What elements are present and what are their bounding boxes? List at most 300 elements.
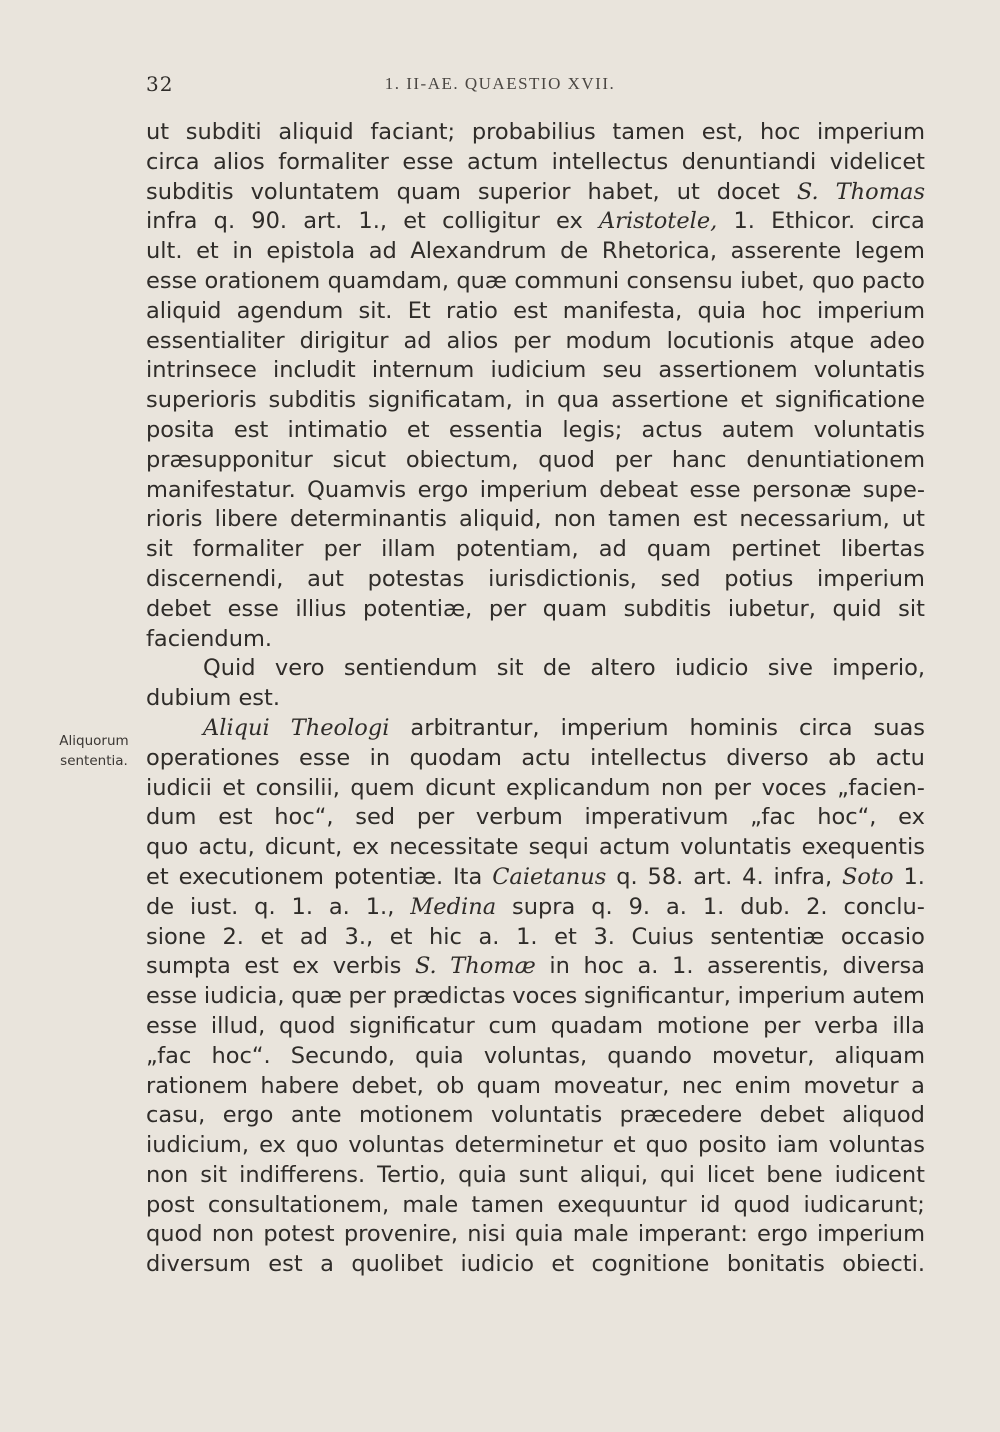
text-line bbox=[146, 386, 925, 416]
word: actus bbox=[641, 416, 703, 443]
word: 3., bbox=[344, 923, 374, 950]
word: quem bbox=[350, 774, 415, 801]
word: illa bbox=[892, 1012, 925, 1039]
word: casu, bbox=[146, 1102, 206, 1129]
word: essentia bbox=[448, 416, 544, 443]
word: a. bbox=[478, 923, 500, 950]
word: et bbox=[196, 238, 219, 265]
word: q. bbox=[213, 208, 236, 235]
word: Medina bbox=[410, 893, 497, 920]
word: legem bbox=[854, 238, 925, 265]
word: S. bbox=[414, 953, 437, 980]
word: quod bbox=[733, 1191, 791, 1218]
word: superior bbox=[477, 178, 571, 205]
word: 90. bbox=[251, 208, 288, 235]
word: imperium bbox=[817, 565, 925, 592]
word: quamdam, bbox=[327, 267, 449, 294]
text-line bbox=[146, 446, 925, 476]
word: sunt bbox=[518, 1161, 568, 1188]
word: iubetur, bbox=[727, 595, 816, 622]
text-line bbox=[146, 952, 925, 982]
word: atque bbox=[789, 327, 855, 354]
text-line bbox=[146, 535, 925, 565]
word: ob bbox=[436, 1072, 465, 1099]
word: 1., bbox=[365, 893, 395, 920]
text-line bbox=[146, 297, 925, 327]
word: potentiæ, bbox=[362, 595, 473, 622]
word: quo bbox=[812, 267, 855, 294]
word: et bbox=[612, 1132, 636, 1159]
word: verbis bbox=[332, 953, 402, 980]
word: ergo bbox=[757, 1221, 808, 1248]
word: Cuius bbox=[631, 923, 694, 950]
word: voluntatis bbox=[813, 357, 925, 384]
word: quæ bbox=[456, 267, 508, 294]
word: diverso bbox=[726, 744, 809, 771]
word: communi bbox=[514, 267, 620, 294]
word: exequuntur bbox=[557, 1191, 687, 1218]
word: subditi bbox=[185, 119, 262, 145]
word: hoc bbox=[759, 119, 801, 145]
word: sequi bbox=[528, 834, 589, 861]
word: Quid bbox=[203, 655, 256, 682]
word: est. bbox=[238, 685, 280, 712]
word: in bbox=[369, 744, 391, 771]
word: hic bbox=[429, 923, 462, 950]
word: formaliter bbox=[192, 536, 304, 563]
word: quam bbox=[396, 178, 461, 205]
margin-note-line: Aliquorum bbox=[59, 733, 129, 749]
word: imperium bbox=[560, 714, 669, 741]
word: esse bbox=[299, 744, 351, 771]
word: personæ bbox=[752, 476, 852, 503]
word: infra, bbox=[773, 863, 833, 890]
word: ex bbox=[259, 1132, 286, 1159]
text-line bbox=[146, 1012, 925, 1042]
word: aliqui, bbox=[579, 1161, 649, 1188]
word: per bbox=[323, 536, 362, 563]
word: provenire, bbox=[343, 1221, 459, 1248]
word: a. bbox=[328, 893, 350, 920]
word: explicandum bbox=[505, 774, 651, 801]
word: sumpta bbox=[146, 953, 231, 980]
word: ut bbox=[146, 119, 170, 145]
word: potentiam, bbox=[455, 536, 579, 563]
word: subditis bbox=[623, 595, 712, 622]
word: habere bbox=[260, 1072, 340, 1099]
word: 2. bbox=[806, 893, 828, 920]
text-line bbox=[146, 863, 925, 893]
word: supra bbox=[512, 893, 576, 920]
text-line bbox=[146, 1191, 925, 1221]
word: obiectum, bbox=[405, 446, 519, 473]
word: movetur bbox=[803, 1072, 899, 1099]
word: et bbox=[222, 774, 246, 801]
word: per bbox=[348, 983, 386, 1010]
word: per bbox=[488, 595, 527, 622]
word: et bbox=[406, 416, 430, 443]
word: præsupponitur bbox=[146, 446, 313, 473]
word: 1. bbox=[672, 953, 694, 980]
word: ad bbox=[368, 238, 397, 265]
word: de bbox=[560, 238, 589, 265]
word: seu bbox=[602, 357, 643, 384]
word: dirigitur bbox=[299, 327, 389, 354]
word: sed bbox=[660, 565, 701, 592]
word: ab bbox=[828, 744, 857, 771]
word: quo bbox=[645, 1132, 688, 1159]
word: voces bbox=[512, 983, 578, 1010]
text-line bbox=[146, 207, 925, 237]
word: a. bbox=[665, 893, 687, 920]
word: iudicio bbox=[460, 1251, 534, 1278]
word: voluntatem bbox=[250, 178, 380, 205]
word: intellectus bbox=[551, 148, 669, 175]
word: actum bbox=[599, 834, 671, 861]
word: imperio, bbox=[832, 655, 925, 682]
word: actu, bbox=[198, 834, 255, 861]
word: esse bbox=[146, 983, 198, 1010]
word: non bbox=[660, 774, 704, 801]
word: sive bbox=[767, 655, 813, 682]
text-line bbox=[146, 476, 925, 506]
text-line bbox=[146, 1131, 925, 1161]
word: cognitione bbox=[591, 1251, 710, 1278]
word: ad bbox=[299, 923, 328, 950]
word: imperium bbox=[737, 983, 846, 1010]
word: aliquid bbox=[146, 297, 222, 324]
word: executionem bbox=[178, 863, 324, 890]
word: potestas bbox=[367, 565, 465, 592]
word: Aliqui bbox=[203, 714, 270, 741]
word: voluntas, bbox=[483, 1042, 588, 1069]
word: et bbox=[554, 923, 577, 950]
word: adeo bbox=[869, 327, 925, 354]
word: ult. bbox=[146, 238, 183, 265]
word: intrinsece bbox=[146, 357, 257, 384]
word: non bbox=[211, 1221, 255, 1248]
text-line bbox=[146, 565, 925, 595]
word: esse bbox=[227, 595, 279, 622]
word: sed bbox=[355, 804, 396, 831]
word: sit bbox=[496, 655, 524, 682]
word: pertinet bbox=[731, 536, 821, 563]
body-text bbox=[146, 118, 925, 1280]
word: quo bbox=[146, 834, 189, 861]
word: sicut bbox=[332, 446, 387, 473]
word: Secundo, bbox=[290, 1042, 395, 1069]
word: significatam, bbox=[367, 387, 513, 414]
word: ex bbox=[292, 953, 320, 980]
word: supe- bbox=[862, 476, 925, 503]
word: et bbox=[740, 387, 764, 414]
word: imperium bbox=[817, 297, 925, 324]
word: modum bbox=[565, 327, 652, 354]
text-line bbox=[146, 148, 925, 178]
word: motione bbox=[656, 1012, 750, 1039]
word: q. bbox=[591, 893, 613, 920]
word: internum bbox=[371, 357, 475, 384]
word: indifferens. bbox=[239, 1161, 366, 1188]
word: per bbox=[614, 446, 653, 473]
word: quam bbox=[476, 1072, 541, 1099]
word: 1. bbox=[702, 893, 725, 920]
word: q. bbox=[616, 863, 638, 890]
word: est bbox=[513, 297, 548, 324]
word: moveatur, bbox=[553, 1072, 670, 1099]
text-line bbox=[146, 625, 925, 655]
word: hominis bbox=[689, 714, 778, 741]
word: includit bbox=[273, 357, 356, 384]
word: quia bbox=[458, 1161, 507, 1188]
word: legis; bbox=[562, 416, 623, 443]
word: aliquid, bbox=[459, 506, 542, 533]
word: circa bbox=[146, 148, 200, 175]
word: iudicio bbox=[674, 655, 749, 682]
word: occasio bbox=[840, 923, 925, 950]
word: hoc bbox=[761, 297, 802, 324]
word: potest bbox=[263, 1221, 335, 1248]
word: quod bbox=[538, 446, 595, 473]
word: necessitate bbox=[389, 834, 519, 861]
word: Quamvis bbox=[307, 476, 407, 503]
word: dubium bbox=[146, 685, 232, 712]
margin-note bbox=[52, 731, 136, 771]
word: sit bbox=[898, 595, 925, 622]
word: probabilius bbox=[471, 119, 596, 145]
word: per bbox=[513, 327, 551, 354]
text-line bbox=[146, 893, 925, 923]
word: dub. bbox=[740, 893, 791, 920]
word: ante bbox=[290, 1102, 342, 1129]
text-line bbox=[146, 327, 925, 357]
word: hoc“, bbox=[274, 804, 334, 831]
word: denuntiandi bbox=[681, 148, 817, 175]
word: q. bbox=[254, 893, 276, 920]
word: quæ bbox=[291, 983, 342, 1010]
word: tamen bbox=[612, 119, 686, 145]
word: voluntatis bbox=[813, 416, 925, 443]
word: 1. bbox=[291, 893, 313, 920]
word: Et bbox=[407, 297, 431, 324]
text-line bbox=[146, 1072, 925, 1102]
word: quod bbox=[279, 1012, 336, 1039]
word: S. bbox=[796, 178, 819, 205]
word: male bbox=[572, 1221, 629, 1248]
word: potentiæ. bbox=[333, 863, 444, 890]
text-line bbox=[146, 505, 925, 535]
word: iudicent bbox=[834, 1161, 925, 1188]
word: quod bbox=[146, 1221, 203, 1248]
text-line bbox=[146, 684, 925, 714]
word: 9. bbox=[628, 893, 651, 920]
word: ut bbox=[676, 178, 700, 205]
word: quid bbox=[832, 595, 882, 622]
text-line bbox=[146, 1220, 925, 1250]
word: faciendum. bbox=[146, 625, 273, 652]
word: significantur, bbox=[584, 983, 731, 1010]
word: significatur bbox=[349, 1012, 475, 1039]
word: docet bbox=[716, 178, 780, 205]
word: tamen bbox=[471, 1191, 545, 1218]
word: et bbox=[260, 923, 284, 950]
word: imperium bbox=[479, 476, 588, 503]
word: posito bbox=[698, 1132, 767, 1159]
word: per bbox=[713, 774, 752, 801]
word: agendum bbox=[236, 297, 344, 324]
word: per bbox=[763, 1012, 801, 1039]
word: sit. bbox=[358, 297, 393, 324]
word: est bbox=[233, 416, 269, 443]
text-line bbox=[146, 982, 925, 1012]
word: esse bbox=[689, 476, 741, 503]
word: vero bbox=[274, 655, 325, 682]
word: sit bbox=[200, 1161, 228, 1188]
text-line bbox=[146, 803, 925, 833]
word: bonitatis bbox=[726, 1251, 825, 1278]
word: conclu- bbox=[843, 893, 925, 920]
word: Theologi bbox=[290, 714, 390, 741]
word: voluntas bbox=[828, 1132, 925, 1159]
word: pacto bbox=[861, 267, 925, 294]
text-line bbox=[146, 237, 925, 267]
text-line bbox=[146, 416, 925, 446]
word: manifesta, bbox=[562, 297, 683, 324]
word: quolibet bbox=[351, 1251, 444, 1278]
word: 58. bbox=[647, 863, 684, 890]
word: quodam bbox=[409, 744, 502, 771]
word: actu bbox=[875, 744, 925, 771]
word: circa bbox=[871, 208, 925, 235]
word: rationem bbox=[146, 1072, 248, 1099]
word: Thomæ bbox=[450, 953, 536, 980]
word: nisi bbox=[467, 1221, 506, 1248]
word: cum bbox=[488, 1012, 537, 1039]
text-line bbox=[146, 833, 925, 863]
word: denuntiationem bbox=[746, 446, 925, 473]
word: videlicet bbox=[829, 148, 925, 175]
word: habet, bbox=[587, 178, 660, 205]
word: præcedere bbox=[619, 1102, 743, 1129]
word: esse bbox=[146, 1012, 198, 1039]
word: discernendi, bbox=[146, 565, 284, 592]
running-head: 1. II-AE. QUAESTIO XVII. bbox=[384, 74, 616, 93]
word: manifestatur. bbox=[146, 476, 296, 503]
word: Caietanus bbox=[492, 863, 607, 890]
word: et bbox=[146, 863, 169, 890]
word: hoc“. bbox=[211, 1042, 271, 1069]
word: quam bbox=[646, 536, 712, 563]
word: est bbox=[268, 1251, 303, 1278]
word: esse bbox=[146, 267, 198, 294]
word: diversa bbox=[842, 953, 925, 980]
word: consultationem, bbox=[207, 1191, 390, 1218]
word: id bbox=[699, 1191, 721, 1218]
word: iust. bbox=[190, 893, 239, 920]
word: a bbox=[320, 1251, 334, 1278]
word: Ita bbox=[453, 863, 483, 890]
text-line bbox=[146, 1101, 925, 1131]
word: dicunt bbox=[425, 774, 496, 801]
word: tamen bbox=[608, 506, 681, 533]
word: quadam bbox=[550, 1012, 644, 1039]
word: Soto bbox=[842, 863, 894, 890]
word: quia bbox=[697, 297, 747, 324]
word: 2. bbox=[222, 923, 244, 950]
word: voluntatis bbox=[490, 1102, 603, 1129]
word: epistola bbox=[266, 238, 356, 265]
word: locutionis bbox=[666, 327, 775, 354]
word: a bbox=[911, 1072, 925, 1099]
text-line bbox=[146, 714, 925, 744]
word: ergo bbox=[222, 1102, 274, 1129]
word: qua bbox=[557, 387, 600, 414]
word: rioris bbox=[146, 506, 203, 533]
word: 1. bbox=[733, 208, 755, 235]
word: obiecti. bbox=[842, 1251, 925, 1278]
word: quo bbox=[295, 1132, 339, 1159]
word: bene bbox=[766, 1161, 823, 1188]
word: 4. bbox=[742, 863, 764, 890]
word: enim bbox=[734, 1072, 792, 1099]
word: post bbox=[146, 1191, 195, 1218]
word: alios bbox=[446, 327, 499, 354]
word: libere bbox=[214, 506, 278, 533]
word: actu bbox=[521, 744, 571, 771]
word: necessarium, bbox=[739, 506, 890, 533]
word: aut bbox=[307, 565, 344, 592]
word: exequentis bbox=[801, 834, 925, 861]
word: motionem bbox=[358, 1102, 474, 1129]
word: imperium bbox=[817, 1221, 925, 1248]
word: Aristotele, bbox=[598, 208, 718, 235]
word: diversum bbox=[146, 1251, 251, 1278]
word: in bbox=[232, 238, 253, 265]
word: iubet, bbox=[740, 267, 805, 294]
word: autem bbox=[721, 416, 795, 443]
word: debet bbox=[146, 595, 212, 622]
word: art. bbox=[303, 208, 343, 235]
word: iudicarunt; bbox=[803, 1191, 925, 1218]
word: imperium bbox=[817, 119, 925, 145]
word: iam bbox=[776, 1132, 819, 1159]
word: aliquam bbox=[834, 1042, 925, 1069]
word: colligitur bbox=[442, 208, 540, 235]
word: asserente bbox=[730, 238, 842, 265]
word: „facien- bbox=[837, 774, 925, 801]
word: est, bbox=[701, 119, 744, 145]
word: sentiendum bbox=[343, 655, 478, 682]
word: Ethicor. bbox=[771, 208, 856, 235]
word: Tertio, bbox=[377, 1161, 447, 1188]
word: Thomas bbox=[835, 178, 925, 205]
word: et bbox=[403, 208, 426, 235]
word: ergo bbox=[417, 476, 469, 503]
word: debet bbox=[759, 1102, 825, 1129]
word: alios bbox=[213, 148, 265, 175]
word: illud, bbox=[210, 1012, 266, 1039]
word: Rhetorica, bbox=[601, 238, 717, 265]
word: in bbox=[549, 953, 570, 980]
word: determinetur bbox=[454, 1132, 603, 1159]
word: infra bbox=[146, 208, 198, 235]
word: qui bbox=[660, 1161, 695, 1188]
text-line bbox=[146, 178, 925, 208]
text-line bbox=[146, 1250, 925, 1280]
word: quam bbox=[542, 595, 608, 622]
word: consensu bbox=[626, 267, 733, 294]
word: sione bbox=[146, 923, 206, 950]
